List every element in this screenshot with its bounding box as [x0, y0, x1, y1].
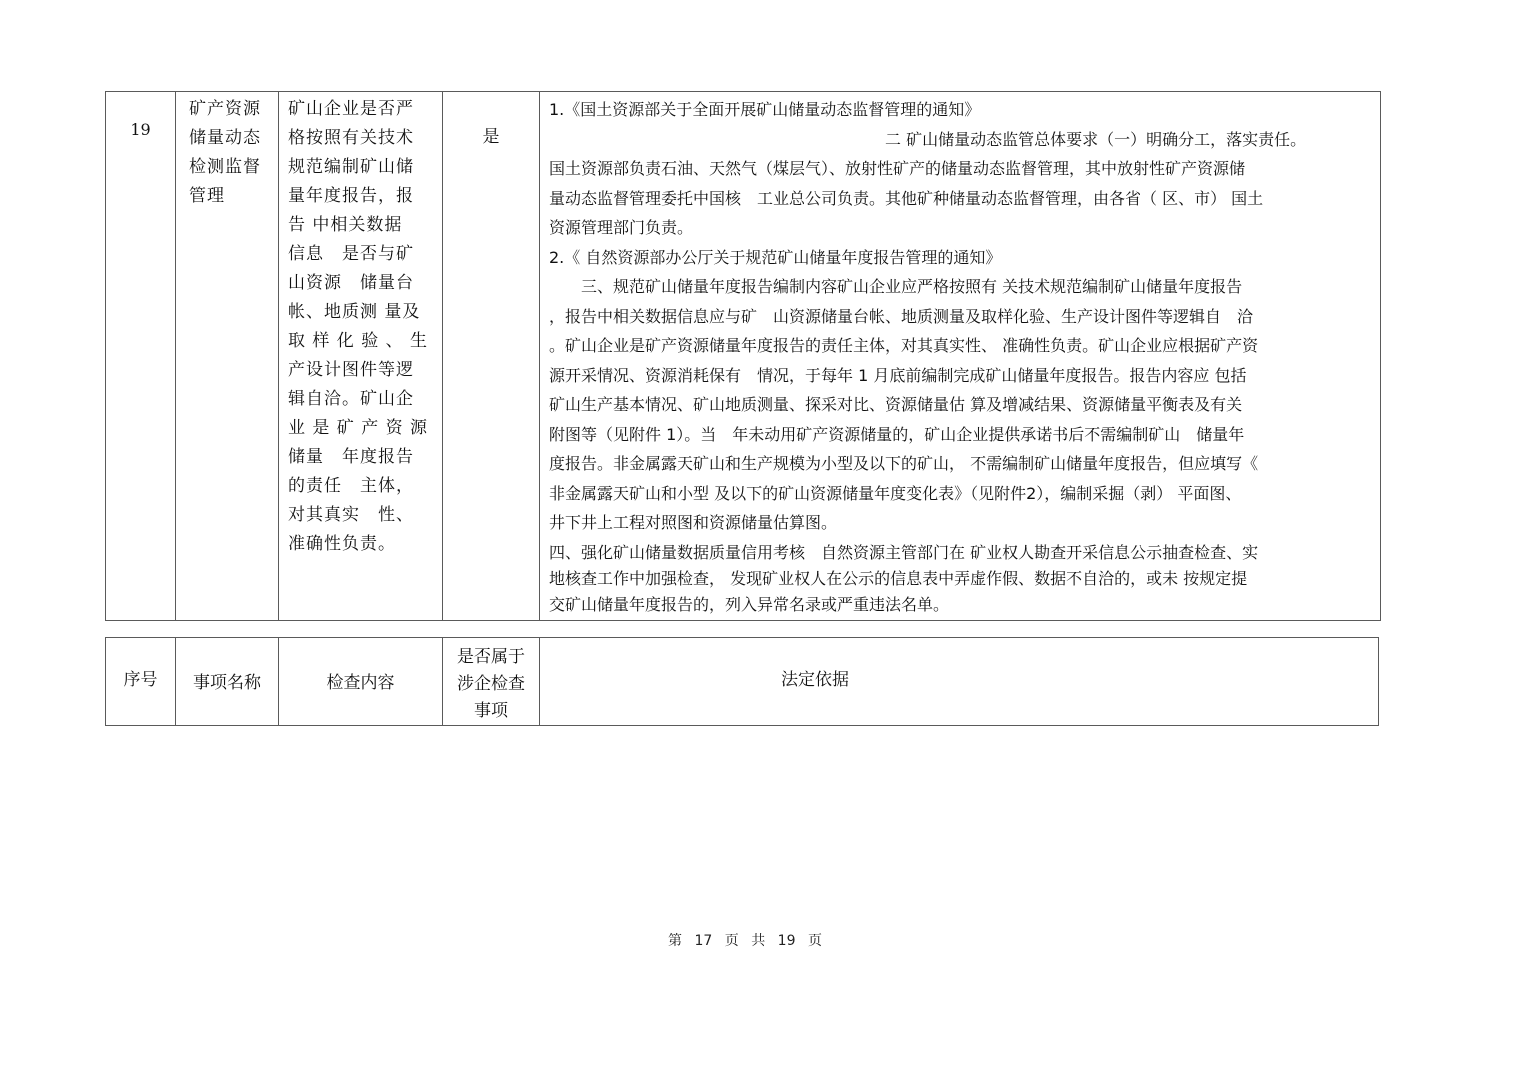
legal-basis-line: 2.《 自然资源部办公厅关于规范矿山储量年度报告管理的通知》 [549, 247, 1002, 267]
table-border-top [105, 91, 1381, 92]
legal-basis-line: 量动态监督管理委托中国核 工业总公司负责。其他矿种储量动态监督管理，由各省（ 区、市） 国土 [549, 188, 1264, 208]
header-item-name: 事项名称 [193, 673, 261, 693]
check-content-line: 信息 是否与矿 [288, 244, 414, 264]
header-enterprise-line: 事项 [474, 701, 508, 721]
legal-basis-line: 四、强化矿山储量数据质量信用考核 自然资源主管部门在 矿业权人勘查开采信息公示抽查检查、实 [549, 542, 1259, 562]
header-enterprise-line: 是否属于 [457, 647, 525, 667]
row-seq-number: 19 [130, 120, 151, 139]
item-name-line: 矿产资源 [189, 99, 261, 119]
header-enterprise-line: 涉企检查 [457, 674, 525, 694]
legal-basis-line: 源开采情况、资源消耗保有 情况，于每年 1 月底前编制完成矿山储量年度报告。报告内容应 包括 [549, 365, 1247, 385]
header-border-right [1378, 637, 1379, 726]
col-divider-4 [539, 91, 540, 621]
check-content-line: 业 是 矿 产 资 源 [288, 418, 429, 438]
footer-current-page: 17 [694, 933, 713, 949]
header-border-bottom [105, 725, 1379, 726]
col-divider-2 [278, 91, 279, 621]
check-content-line: 帐、地质测 量及 [288, 302, 421, 322]
check-content-line: 告 中相关数据 [288, 215, 403, 235]
legal-basis-line: ，报告中相关数据信息应与矿 山资源储量台帐、地质测量及取样化验、生产设计图件等逻辑自 洽 [549, 306, 1254, 326]
legal-basis-line: 二 矿山储量动态监管总体要求（一）明确分工，落实责任。 [885, 129, 1307, 149]
footer-total-pages: 19 [777, 933, 796, 949]
legal-basis-line: 1.《国土资源部关于全面开展矿山储量动态监督管理的通知》 [549, 100, 981, 119]
legal-basis-line: 资源管理部门负责。 [549, 218, 694, 237]
check-content-line: 格按照有关技术 [288, 128, 414, 148]
table-border-right [1380, 91, 1381, 621]
check-content-line: 辑自洽。矿山企 [288, 389, 414, 409]
footer-total-word: 共 [751, 933, 766, 949]
legal-basis-line: 。矿山企业是矿产资源储量年度报告的责任主体，对其真实性、 准确性负责。矿山企业应根据矿产资 [549, 336, 1259, 355]
legal-basis-line: 交矿山储量年度报告的，列入异常名录或严重违法名单。 [549, 594, 950, 614]
header-border-top [105, 637, 1379, 638]
col-divider-1 [175, 91, 176, 621]
check-content-line: 矿山企业是否严 [288, 99, 414, 119]
legal-basis-line: 井下井上工程对照图和资源储量估算图。 [549, 513, 838, 532]
check-content-line: 取 样 化 验 、 生 [288, 331, 429, 351]
row-enterprise-flag: 是 [482, 127, 500, 147]
header-legal-basis: 法定依据 [781, 670, 849, 690]
check-content-line: 山资源 储量台 [288, 273, 414, 293]
footer-page-word: 页 [724, 933, 739, 949]
header-enterprise [443, 644, 539, 725]
table-border-left [105, 91, 106, 621]
header-seq: 序号 [123, 670, 158, 690]
legal-basis-line: 非金属露天矿山和小型 及以下的矿山资源储量年度变化表》（见附件2），编制采掘（剥） 平面图、 [549, 483, 1242, 503]
page-footer [0, 930, 1490, 950]
check-content-line: 对其真实 性、 [288, 505, 414, 525]
legal-basis-line: 国土资源部负责石油、天然气（煤层气）、放射性矿产的储量动态监督管理，其中放射性矿产资源储 [549, 159, 1246, 178]
row-check-content [288, 95, 438, 559]
footer-prefix: 第 [668, 933, 683, 949]
item-name-line: 管理 [189, 186, 225, 206]
item-name-line: 检测监督 [189, 157, 261, 177]
legal-basis-line: 矿山生产基本情况、矿山地质测量、探采对比、资源储量估 算及增减结果、资源储量平衡表及有关 [549, 395, 1243, 414]
check-content-line: 的责任 主体， [288, 476, 414, 496]
item-name-line: 储量动态 [189, 128, 261, 148]
header-check-content: 检查内容 [326, 673, 395, 693]
check-content-line: 量年度报告，报 [288, 186, 414, 206]
check-content-line: 储量 年度报告 [288, 447, 414, 467]
legal-basis-line: 度报告。非金属露天矿山和生产规模为小型及以下的矿山， 不需编制矿山储量年度报告，但应填写《 [549, 454, 1259, 473]
check-content-line: 规范编制矿山储 [288, 157, 414, 177]
legal-basis-line: 三、规范矿山储量年度报告编制内容矿山企业应严格按照有 关技术规范编制矿山储量年度报告 [549, 277, 1243, 296]
legal-basis-line: 附图等（见附件 1）。当 年未动用矿产资源储量的，矿山企业提供承诺书后不需编制矿山 储量年 [549, 424, 1245, 444]
table-border-bottom [105, 620, 1381, 621]
legal-basis-line: 地核查工作中加强检查， 发现矿业权人在公示的信息表中弄虚作假、数据不自洽的，或未 按规定提 [549, 568, 1248, 588]
check-content-line: 准确性负责。 [288, 534, 396, 554]
col-divider-3 [442, 91, 443, 621]
check-content-line: 产设计图件等逻 [288, 360, 414, 380]
row-item-name [189, 95, 275, 211]
row-legal-basis [549, 95, 1379, 616]
footer-suffix: 页 [807, 933, 822, 949]
